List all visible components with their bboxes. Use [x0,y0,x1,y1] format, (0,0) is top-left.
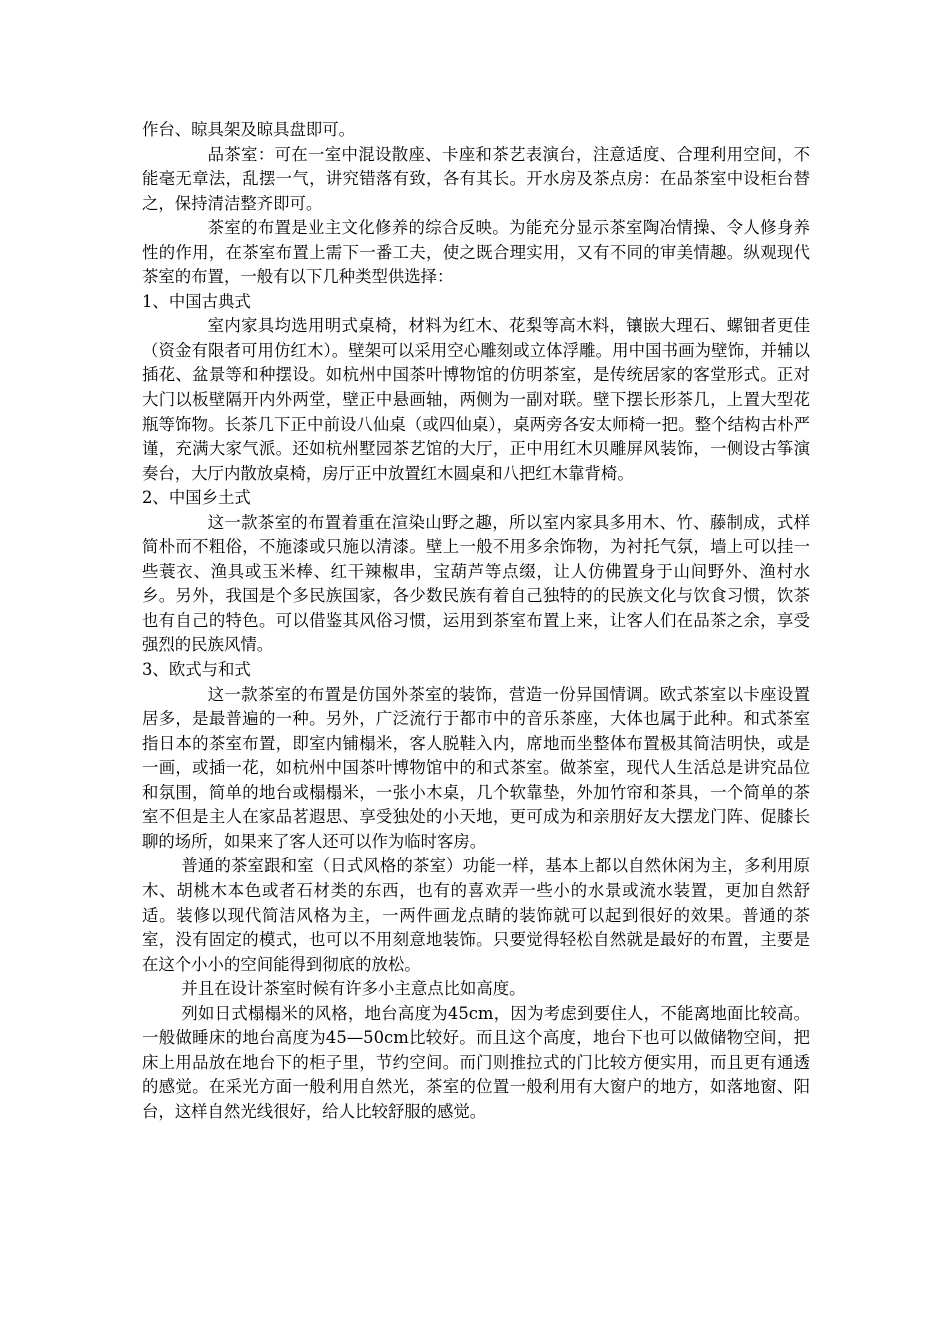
section-heading-western-japanese: 3、欧式与和式 [142,660,251,680]
paragraph-ordinary-tea-room: 普通的茶室跟和室（日式风格的茶室）功能一样，基本上都以自然休闲为主，多利用原木、胡桃木本色或者石材类的东西，也有的喜欢弄一些小的水景或流水装置，更加自然舒适。装修以现代简洁风格为主，一两件画龙点睛的装饰就可以起到很好的效果。普通的茶室，没有固定的模式，也可以不用刻意地装饰。只要觉得轻松自然就是最好的布置，主要是在这个小小的空间能得到彻底的放松。 [142,856,810,974]
paragraph-intro: 作台、晾具架及晾具盘即可。 [142,120,356,139]
section-heading-rustic: 2、中国乡土式 [142,488,251,508]
paragraph-design-details: 并且在设计茶室时候有许多小主意点比如高度。 [181,979,526,999]
paragraph-western-japanese-style: 这一款茶室的布置是仿国外茶室的装饰，营造一份异国情调。欧式茶室以卡座设置居多，是最普遍的一种。另外，广泛流行于都市中的音乐茶座，大体也属于此种。和式茶室指日本的茶室布置，即室内铺榻米，客人脱鞋入内，席地而坐整体布置极其简洁明快，或是一画，或插一花，如杭州中国茶叶博物馆中的和式茶室。做茶室，现代人生活总是讲究品位和氛围，简单的地台或榻榻米，一张小木桌，几个软靠垫，外加竹帘和茶具，一个简单的茶室不但是主人在家品茗遐思、享受独处的小天地，更可成为和亲朋好友大摆龙门阵、促膝长聊的场所，如果来了客人还可以作为临时客房。 [142,684,810,851]
document-page [142,118,810,1124]
paragraph-tasting-room: 品茶室：可在一室中混设散座、卡座和茶艺表演台，注意适度、合理利用空间，不能毫无章法，乱摆一气，讲究错落有致，各有其长。开水房及茶点房：在品茶室中设柜台替之，保持清洁整齐即可。 [142,144,810,213]
paragraph-rustic-style: 这一款茶室的布置着重在渲染山野之趣，所以室内家具多用木、竹、藤制成，式样简朴而不粗俗，不施漆或只施以清漆。壁上一般不用多余饰物，为衬托气氛，墙上可以挂一些蓑衣、渔具或玉米棒、红干辣椒串，宝葫芦等点缀，让人仿佛置身于山间野外、渔村水乡。另外，我国是个多民族国家，各少数民族有着自己独特的的民族文化与饮食习惯，饮茶也有自己的特色。可以借鉴其风俗习惯，运用到茶室布置上来，让客人们在品茶之余，享受强烈的民族风情。 [142,512,810,655]
paragraph-tea-room-layout: 茶室的布置是业主文化修养的综合反映。为能充分显示茶室陶冶情操、令人修身养性的作用，在茶室布置上需下一番工夫，使之既合理实用，又有不同的审美情趣。纵观现代茶室的布置，一般有以下几种类型供选择： [142,218,810,287]
paragraph-classical-style: 室内家具均选用明式桌椅，材料为红木、花梨等高木料，镶嵌大理石、螺钿者更佳（资金有限者可用仿红木）。壁架可以采用空心雕刻或立体浮雕。用中国书画为壁饰，并辅以插花、盆景等和种摆设。如杭州中国茶叶博物馆的仿明茶室，是传统居家的客堂形式。正对大门以板壁隔开内外两堂，壁正中悬画轴，两侧为一副对联。壁下摆长形茶几，上置大型花瓶等饰物。长茶几下正中前设八仙桌（或四仙桌），桌两旁各安太师椅一把。整个结构古朴严谨，充满大家气派。还如杭州墅园茶艺馆的大厅，正中用红木贝雕屏风装饰，一侧设古筝演奏台，大厅内散放桌椅，房厅正中放置红木圆桌和八把红木靠背椅。 [142,316,810,483]
paragraph-tatami-height: 列如日式榻榻米的风格，地台高度为45cm，因为考虑到要住人，不能离地面比较高。一般做睡床的地台高度为45—50cm比较好。而且这个高度，地台下也可以做储物空间，把床上用品放在地台下的柜子里，节约空间。而门则推拉式的门比较方便实用，而且更有通透的感觉。在采光方面一般利用自然光，茶室的位置一般利用有大窗户的地方，如落地窗、阳台，这样自然光线很好，给人比较舒服的感觉。 [142,1003,810,1121]
section-heading-classical: 1、中国古典式 [142,291,251,311]
